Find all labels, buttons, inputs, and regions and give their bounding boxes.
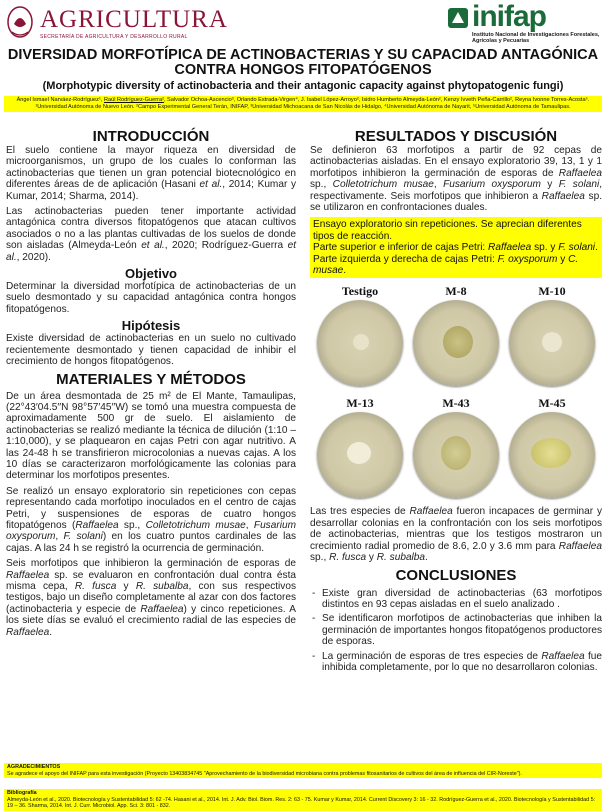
- acknowledgments-text: Se agradece el apoyo del INIFAP para esta investigación (Proyecto 13403834745 "Aprovechamiento de la biodiversidad microbiana contra problemas fitosanitarios de cultivos del área de influencia del CIR-Noreste").: [7, 770, 522, 777]
- results-paragraph-1: Se definieron 63 morfotipos a partir de 92 cepas de actinobacterias aisladas. En el ensayo exploratorio 39, 13, 1 y 1 morfotipos inhibieron la germinación de esporas de Raffaelea sp., Colletotrichum musae, Fusarium oxysporum y F. solani, respectivamente. Seis morfotipos que inhibieron a Raffaelea sp. se utilizaron en confrontaciones duales.: [310, 145, 602, 214]
- colony: [353, 334, 369, 350]
- plate-label: Testigo: [341, 284, 379, 299]
- colony: [443, 326, 473, 358]
- acknowledgments-bar: [4, 763, 602, 778]
- plate-m45: [506, 396, 598, 502]
- hypothesis-text: Existe diversidad de actinobacterias en un suelo no cultivado recientemente desmontado y tienen capacidad de inhibir el crecimiento de hongos fitopatógenos.: [6, 333, 296, 368]
- acknowledgments-label: AGRADECIMIENTOS: [7, 764, 61, 770]
- methods-paragraph-3: Seis morfotipos que inhibieron la germinación de esporas de Raffaelea sp. se evaluaron en confrontación dual contra ésta misma cepa, R. fusca y R. subalba, con sus respectivos testigos, bajo un diseño completamente al azar con dos factores (actinobacteria y especie de Raffaelea) y cinco repeticiones. A los siete días se evaluó el crecimiento radial de las especies de Raffaelea.: [6, 558, 297, 638]
- poster-subtitle: (Morphotypic diversity of actinobacteria and their antagonic capacity against phytopatogenic fungi): [42, 80, 564, 92]
- petri-dish: [317, 300, 403, 386]
- plate-label: M-43: [442, 396, 470, 411]
- petri-dish: [509, 300, 595, 386]
- conclusion-item: - La germinación de esporas de tres especies de Raffaelea fue inhibida completamente, por lo que no desarrollaron colonias.: [310, 651, 602, 674]
- petri-dish: [413, 412, 499, 498]
- authors-rest: , Salvador Ochoa-Ascencio³, Orlando Estrada-Virgen⁴, J. Isabel López-Arroyo², Isidro Humberto Almeyda-León², Kenzy Ivveth Peña-Carrillo², Reyna Ivonne Torres-Acosta⁵.: [163, 97, 590, 103]
- conclusion-item: - Se identificaron morfotipos de actinobacterias que inhiben la germinación de importantes hongos fitopatógenos productores de esporas.: [310, 613, 602, 647]
- poster-title: DIVERSIDAD MORFOTÍPICA DE ACTINOBACTERIAS Y SU CAPACIDAD ANTAGÓNICA CONTRA HONGOS FITOPATÓGENOS: [7, 47, 599, 78]
- petri-dish: [413, 300, 499, 386]
- intro-paragraph-1: El suelo contiene la mayor riqueza en diversidad de microorganismos, un grupo de los cuales lo conforman las actinobacterias que tienen un gran potencial biotecnológico en diferentes áreas de de aplicación (Hasani et al., 2014; Kumar y Kumar, 2014; Sharma, 2014).: [6, 145, 296, 202]
- plate-label: M-13: [346, 396, 374, 411]
- objective-text: Determinar la diversidad morfotípica de actinobacterias de un suelo desmontado y su capacidad antagónica contra hongos fitopatógenos.: [6, 281, 296, 315]
- mexico-coat-of-arms-icon: [6, 4, 34, 40]
- plate-m43: [410, 396, 502, 502]
- conclusions-heading: CONCLUSIONES: [395, 566, 517, 584]
- results-paragraph-2: Las tres especies de Raffaelea fueron incapaces de germinar y desarrollar colonias en la confrontación con los seis morfotipos de actinobacterias, mientras que los testigos mostraron un crecimiento radial promedio de 8.6, 2.0 y 3.6 mm para Raffaelea sp., R. fusca y R. subalba.: [310, 506, 602, 564]
- colony: [347, 442, 371, 464]
- petri-dish: [509, 412, 595, 498]
- right-column: [310, 129, 602, 676]
- conclusion-item: - Existe gran diversidad de actinobacterias (63 morfotipos distintos en 93 cepas aisladas en el suelo analizado .: [310, 588, 602, 611]
- inifap-mark-icon: [446, 6, 470, 30]
- bibliography-text: Almeyda-León et al., 2020. Biotecnología y Sustentabilidad 5: 62 -74. Hasani et al., 2014. Int. J. Adv. Biol. Biom. Res. 2: 63 - 75. Kumar y Kumar, 2014. Current Discovery 3: 16 - 32. Rodríguez-Guerra et al., 2020. Biotecnología y Sustentabilidad 5: 19 – 36. Sharma, 2014. Int. J. Curr. Microbiol. App. Sci. 3: 801 - 832.: [7, 796, 596, 810]
- colony: [531, 438, 571, 468]
- intro-paragraph-2: Las actinobacterias pueden tener importante actividad antagónica contra diversos fitopatógenos que atacan cultivos asociados o no a las plantas cultivadas de los suelos de donde son aisladas (Almeyda-León et al., 2020; Rodríguez-Guerra et al., 2020).: [6, 206, 297, 263]
- bibliography-bar: [4, 789, 602, 811]
- caption-line-2: Parte superior e inferior de cajas Petri: Raffaelea sp. y F. solani.: [313, 242, 598, 254]
- author-1: Ángel Ismael Narváez-Rodríguez¹,: [16, 97, 104, 103]
- inifap-wordmark: inifap: [472, 0, 546, 33]
- methods-heading: MATERIALES Y MÉTODOS: [56, 370, 246, 388]
- header: [0, 0, 606, 48]
- methods-paragraph-1: De un área desmontada de 25 m² de El Mante, Tamaulipas, (22°43′04.5′′N 98°57′45′′W) se tomó una muestra compuesta de aproximadamente 500 gr de suelo. El aislamiento de actinobacterias se realizó mediante la técnica de dilución (1:10 – 1:10,000), y se plaquearon en cajas Petri con agar nutritivo. A las 24-48 h se transfirieron microcolonias a nuevas cajas. A los 10 días se caracterizaron morfológicamente las colonias para determinar los morfotipos presentes.: [6, 390, 296, 482]
- conclusions-list: [310, 588, 602, 674]
- hypothesis-heading: Hipótesis: [121, 318, 181, 334]
- plate-m10: [506, 284, 598, 390]
- colony: [441, 436, 471, 470]
- intro-heading: INTRODUCCIÓN: [92, 128, 210, 145]
- figure-caption-box: [310, 217, 602, 278]
- plate-label: M-8: [445, 284, 467, 299]
- plate-testigo: [314, 284, 406, 390]
- inifap-logo: [440, 2, 606, 48]
- agricultura-wordmark: AGRICULTURA: [40, 6, 228, 33]
- affiliations-line: ¹Universidad Autónoma de Nuevo León. ²Campo Experimental General Terán, INIFAP, ³Universidad Michoacana de San Nicolás de Hidalgo, ⁴Universidad Autónoma de Nayarit, ⁵Universidad Autónoma de Tamaulipas.: [35, 104, 571, 110]
- caption-line-3: Parte izquierda y derecha de cajas Petri: F. oxysporum y C. musae.: [313, 253, 579, 277]
- left-column: [6, 129, 296, 642]
- plate-m13: [314, 396, 406, 502]
- authors-line: [6, 97, 600, 104]
- colony: [542, 332, 562, 352]
- objective-heading: Objetivo: [124, 266, 177, 282]
- authors-affiliations: [4, 96, 602, 112]
- author-2-presenter: Raúl Rodríguez-Guerra²: [103, 97, 164, 103]
- petri-dish: [317, 412, 403, 498]
- bibliography-label: Bibliografía: [7, 790, 37, 796]
- plate-m8: [410, 284, 502, 390]
- inifap-subtitle: Instituto Nacional de Investigaciones Forestales, Agrícolas y Pecuarias: [472, 32, 600, 44]
- petri-plates-figure: [310, 284, 602, 504]
- plate-label: M-45: [538, 396, 566, 411]
- agricultura-subtitle: SECRETARÍA DE AGRICULTURA Y DESARROLLO RURAL: [40, 34, 188, 40]
- agricultura-logo: [6, 4, 236, 44]
- caption-line-1: Ensayo exploratorio sin repeticiones. Se aprecian diferentes tipos de reacción.: [313, 219, 582, 242]
- plate-label: M-10: [538, 284, 566, 299]
- results-heading: RESULTADOS Y DISCUSIÓN: [354, 128, 558, 145]
- methods-paragraph-2: Se realizó un ensayo exploratorio sin repeticiones con cepas representando cada morfotipo inoculados en el centro de cajas Petri, y suspensiones de esporas de cuatro hongos fitopatógenos (Raffaelea sp., Colletotrichum musae, Fusarium oxysporum, F. solani) en los cuatro puntos cardinales de las cajas. A las 24 h se registró la ocurrencia de germinación.: [6, 485, 297, 554]
